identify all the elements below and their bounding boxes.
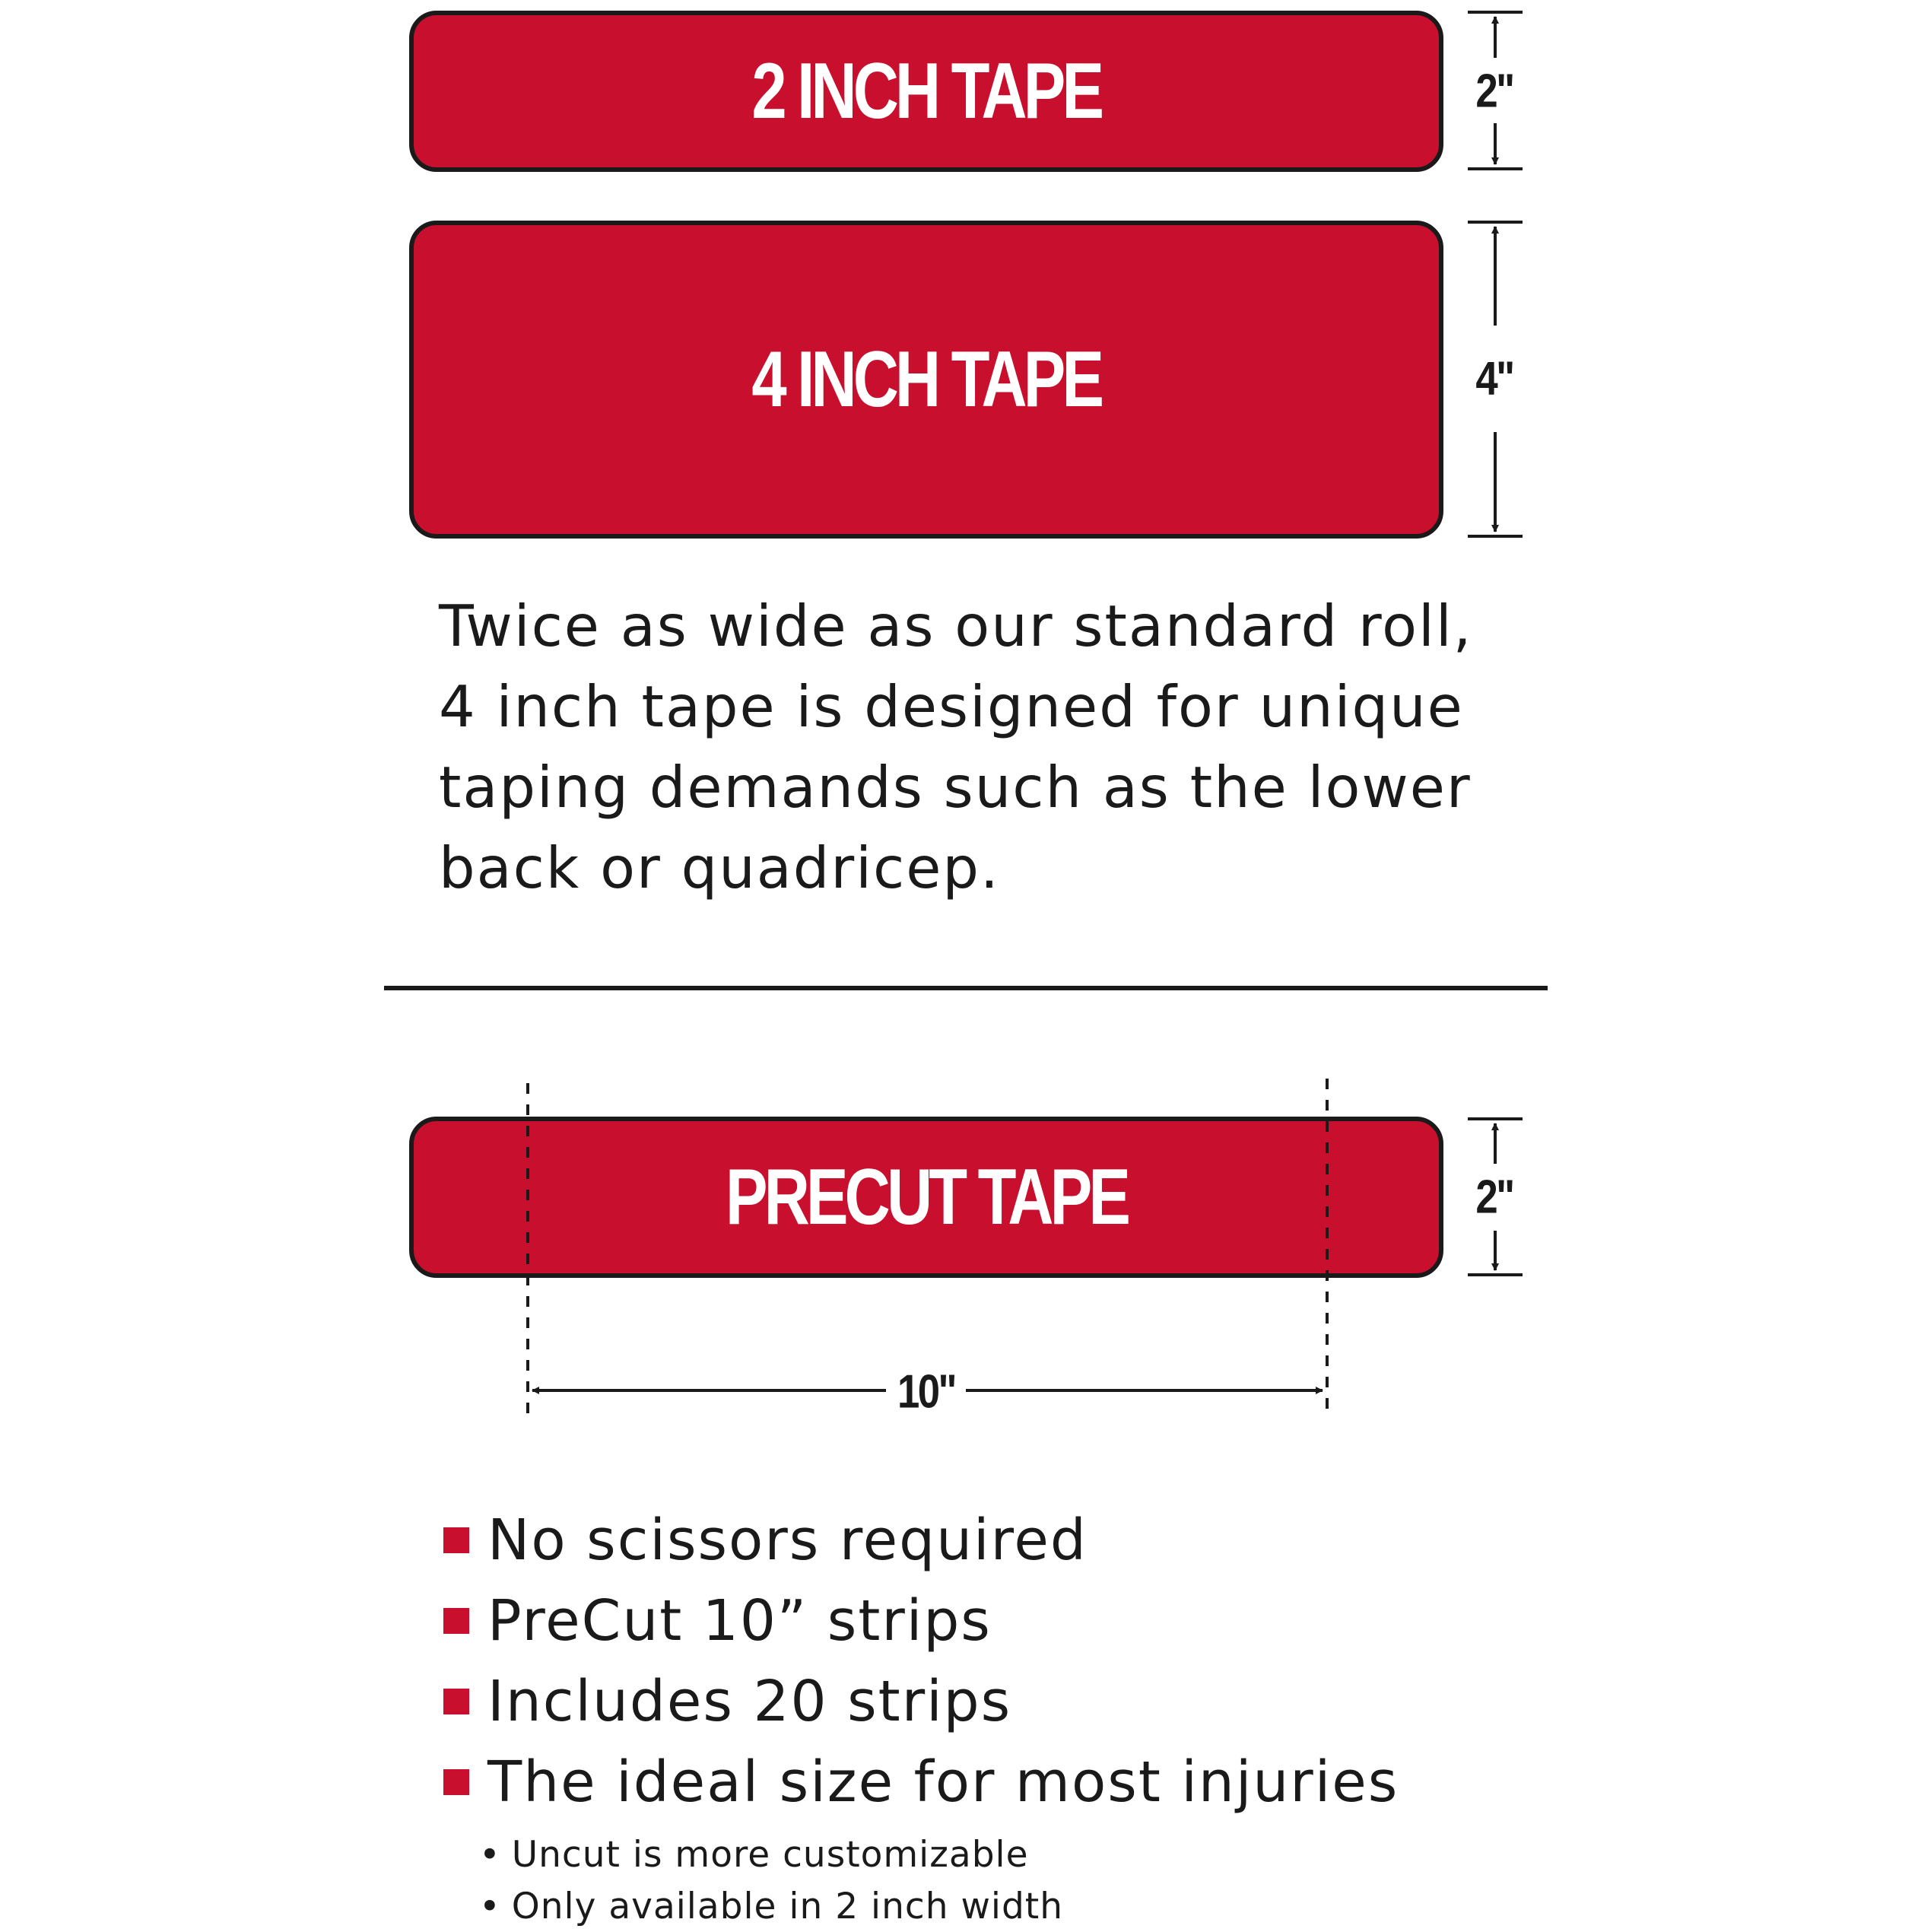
four-inch-description: Twice as wide as our standard roll, 4 inch tape is designed for unique taping demands such as the lower back or quadricep. [439,593,1473,901]
square-bullet-icon [443,1689,469,1714]
note-text: Only available in 2 inch width [511,1885,1064,1927]
dot-bullet-icon: • [479,1885,501,1927]
length-label-precut: 10" [891,1362,962,1422]
feature-item [443,1500,1399,1581]
note-text: Uncut is more customizable [511,1833,1029,1876]
tape-label: 2 INCH TAPE [751,46,1101,135]
dot-bullet-icon: • [479,1833,501,1876]
square-bullet-icon [443,1608,469,1634]
feature-item [443,1581,1399,1661]
note-item [479,1880,1063,1932]
square-bullet-icon [443,1527,469,1553]
feature-text: The ideal size for most injuries [487,1749,1399,1815]
square-bullet-icon [443,1769,469,1795]
width-label-precut: 2" [1469,1168,1519,1228]
feature-list [443,1500,1399,1822]
feature-text: Includes 20 strips [487,1669,1012,1734]
note-item [479,1829,1063,1880]
width-label-2-inch: 2" [1469,62,1519,122]
feature-text: No scissors required [487,1508,1088,1573]
feature-text: PreCut 10” strips [487,1588,992,1654]
tape-label: 4 INCH TAPE [751,335,1101,424]
feature-item [443,1742,1399,1822]
feature-item [443,1661,1399,1742]
tape-label: PRECUT TAPE [725,1152,1128,1241]
section-divider [384,986,1548,990]
note-list [479,1829,1063,1932]
width-label-4-inch: 4" [1469,349,1519,409]
